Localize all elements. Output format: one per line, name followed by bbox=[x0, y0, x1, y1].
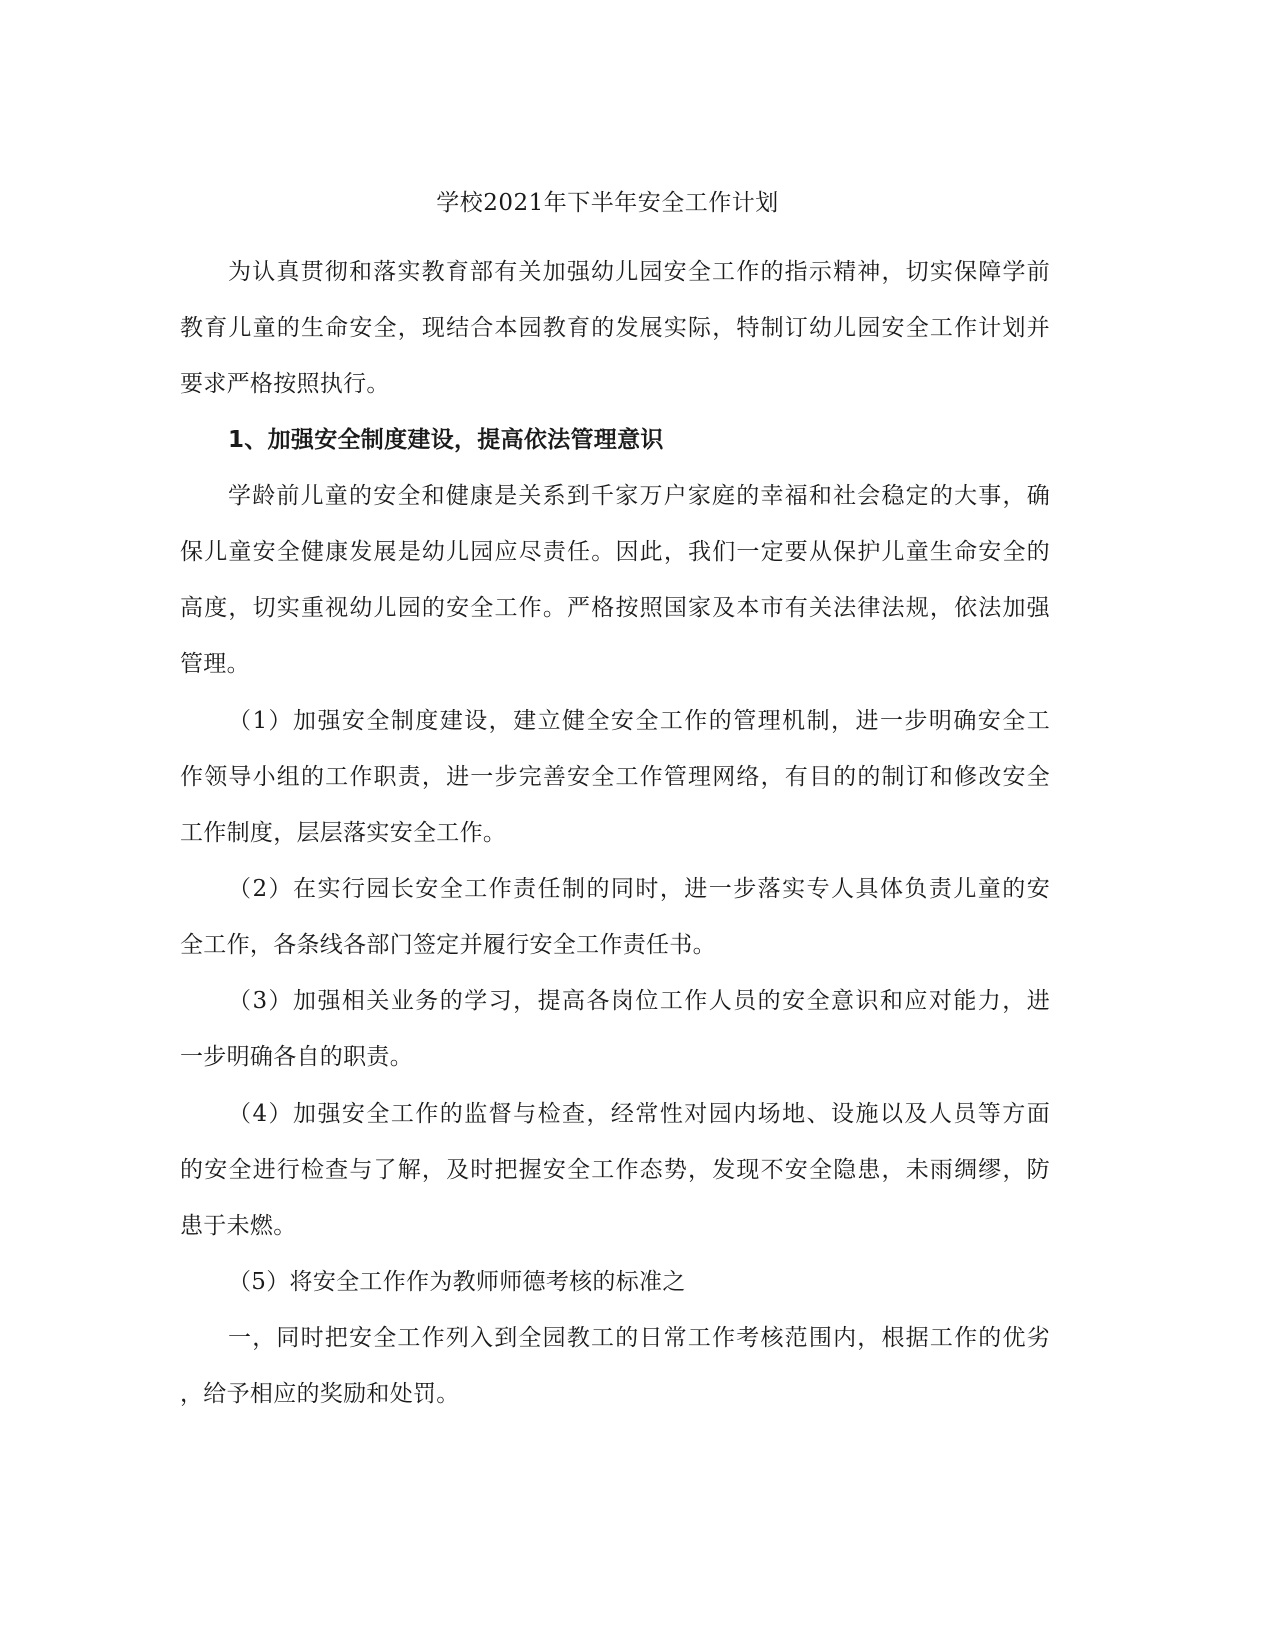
paragraph-line: ，给予相应的奖励和处罚。 bbox=[180, 1381, 460, 1407]
paragraph-line: 保儿童安全健康发展是幼儿园应尽责任。因此，我们一定要从保护儿童生命安全的 bbox=[180, 539, 1050, 565]
paragraph-line: 作领导小组的工作职责，进一步完善安全工作管理网络，有目的的制订和修改安全 bbox=[180, 764, 1050, 790]
paragraph-line: 全工作，各条线各部门签定并履行安全工作责任书。 bbox=[180, 932, 716, 958]
section-heading: 1、加强安全制度建设，提高依法管理意识 bbox=[228, 427, 664, 453]
paragraph-line: 学龄前儿童的安全和健康是关系到千家万户家庭的幸福和社会稳定的大事，确 bbox=[228, 483, 1050, 509]
paragraph-line: （4）加强安全工作的监督与检查，经常性对园内场地、设施以及人员等方面 bbox=[228, 1101, 1050, 1127]
paragraph-line: （3）加强相关业务的学习，提高各岗位工作人员的安全意识和应对能力，进 bbox=[228, 988, 1050, 1014]
paragraph-line: （1）加强安全制度建设，建立健全安全工作的管理机制，进一步明确安全工 bbox=[228, 708, 1050, 734]
paragraph-line: 一步明确各自的职责。 bbox=[180, 1044, 413, 1070]
paragraph-line: 一，同时把安全工作列入到全园教工的日常工作考核范围内，根据工作的优劣 bbox=[228, 1325, 1050, 1351]
paragraph-line: （5）将安全工作作为教师师德考核的标准之 bbox=[228, 1269, 686, 1295]
paragraph-line: 高度，切实重视幼儿园的安全工作。严格按照国家及本市有关法律法规，依法加强 bbox=[180, 595, 1050, 621]
paragraph-line: 为认真贯彻和落实教育部有关加强幼儿园安全工作的指示精神，切实保障学前 bbox=[228, 259, 1050, 285]
document-title: 学校2021年下半年安全工作计划 bbox=[436, 190, 779, 216]
paragraph-line: 患于未燃。 bbox=[180, 1213, 297, 1239]
paragraph-line: 要求严格按照执行。 bbox=[180, 371, 390, 397]
paragraph-line: 工作制度，层层落实安全工作。 bbox=[180, 820, 507, 846]
paragraph-line: （2）在实行园长安全工作责任制的同时，进一步落实专人具体负责儿童的安 bbox=[228, 876, 1050, 902]
paragraph-line: 管理。 bbox=[180, 651, 250, 677]
paragraph-line: 的安全进行检查与了解，及时把握安全工作态势，发现不安全隐患，未雨绸缪，防 bbox=[180, 1157, 1050, 1183]
paragraph-line: 教育儿童的生命安全，现结合本园教育的发展实际，特制订幼儿园安全工作计划并 bbox=[180, 315, 1050, 341]
